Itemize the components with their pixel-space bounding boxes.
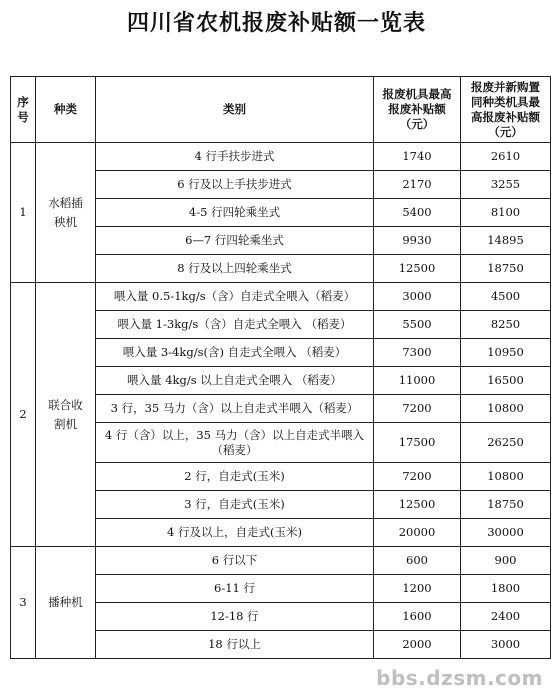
header-index: 序号 — [11, 77, 36, 143]
category-cell: 2 行，自走式(玉米) — [96, 463, 374, 491]
category-cell: 12-18 行 — [96, 603, 374, 631]
scrap-and-buy-subsidy-cell: 3255 — [461, 171, 551, 199]
scrap-subsidy-cell: 12500 — [374, 255, 461, 283]
category-cell: 3 行，35 马力（含）以上自走式半喂入（稻麦） — [96, 395, 374, 423]
scrap-subsidy-cell: 17500 — [374, 423, 461, 463]
scrap-and-buy-subsidy-cell: 4500 — [461, 283, 551, 311]
scrap-subsidy-cell: 5400 — [374, 199, 461, 227]
scrap-and-buy-subsidy-cell: 1800 — [461, 575, 551, 603]
scrap-subsidy-cell: 1740 — [374, 143, 461, 171]
category-cell: 6 行以下 — [96, 547, 374, 575]
scrap-subsidy-cell: 11000 — [374, 367, 461, 395]
category-cell: 4 行手扶步进式 — [96, 143, 374, 171]
scrap-subsidy-cell: 7200 — [374, 395, 461, 423]
scrap-subsidy-cell: 600 — [374, 547, 461, 575]
category-cell: 4 行（含）以上，35 马力（含）以上自走式半喂入（稻麦） — [96, 423, 374, 463]
scrap-and-buy-subsidy-cell: 3000 — [461, 631, 551, 659]
scrap-and-buy-subsidy-cell: 2400 — [461, 603, 551, 631]
table-row — [11, 283, 551, 311]
scrap-and-buy-subsidy-cell: 8250 — [461, 311, 551, 339]
group-index: 1 — [11, 143, 36, 283]
category-cell: 6—7 行四轮乘坐式 — [96, 227, 374, 255]
scrap-subsidy-cell: 1600 — [374, 603, 461, 631]
scrap-subsidy-cell: 7300 — [374, 339, 461, 367]
category-cell: 喂入量 4kg/s 以上自走式全喂入 （稻麦） — [96, 367, 374, 395]
header-kind: 种类 — [36, 77, 96, 143]
table-header-row — [11, 77, 551, 143]
category-cell: 4-5 行四轮乘坐式 — [96, 199, 374, 227]
category-cell: 3 行，自走式(玉米) — [96, 491, 374, 519]
group-kind: 联合收割机 — [36, 283, 96, 547]
header-category: 类别 — [96, 77, 374, 143]
scrap-and-buy-subsidy-cell: 8100 — [461, 199, 551, 227]
watermark: bbs.dzsm.com — [376, 666, 543, 690]
table-row — [11, 547, 551, 575]
scrap-and-buy-subsidy-cell: 30000 — [461, 519, 551, 547]
category-cell: 4 行及以上，自走式(玉米) — [96, 519, 374, 547]
scrap-subsidy-cell: 12500 — [374, 491, 461, 519]
scrap-subsidy-cell: 9930 — [374, 227, 461, 255]
scrap-and-buy-subsidy-cell: 900 — [461, 547, 551, 575]
scrap-subsidy-cell: 2000 — [374, 631, 461, 659]
scrap-and-buy-subsidy-cell: 14895 — [461, 227, 551, 255]
scrap-subsidy-cell: 20000 — [374, 519, 461, 547]
scrap-and-buy-subsidy-cell: 16500 — [461, 367, 551, 395]
scrap-subsidy-cell: 1200 — [374, 575, 461, 603]
category-cell: 6-11 行 — [96, 575, 374, 603]
category-cell: 喂入量 0.5-1kg/s（含）自走式全喂入（稻麦） — [96, 283, 374, 311]
category-cell: 18 行以上 — [96, 631, 374, 659]
scrap-and-buy-subsidy-cell: 2610 — [461, 143, 551, 171]
group-index: 2 — [11, 283, 36, 547]
category-cell: 喂入量 3-4kg/s(含) 自走式全喂入 （稻麦） — [96, 339, 374, 367]
group-index: 3 — [11, 547, 36, 659]
header-scrap-and-buy-subsidy: 报废并新购置同种类机具最高报废补贴额（元） — [461, 77, 551, 143]
scrap-and-buy-subsidy-cell: 26250 — [461, 423, 551, 463]
table-row — [11, 143, 551, 171]
scrap-subsidy-cell: 7200 — [374, 463, 461, 491]
page-title: 四川省农机报废补贴额一览表 — [126, 10, 426, 36]
category-cell: 8 行及以上四轮乘坐式 — [96, 255, 374, 283]
scrap-and-buy-subsidy-cell: 18750 — [461, 491, 551, 519]
scrap-and-buy-subsidy-cell: 10800 — [461, 395, 551, 423]
scrap-subsidy-cell: 5500 — [374, 311, 461, 339]
scrap-subsidy-cell: 2170 — [374, 171, 461, 199]
scrap-and-buy-subsidy-cell: 10950 — [461, 339, 551, 367]
group-kind: 播种机 — [36, 547, 96, 659]
category-cell: 喂入量 1-3kg/s（含）自走式全喂入 （稻麦） — [96, 311, 374, 339]
header-scrap-subsidy: 报废机具最高报废补贴额（元） — [374, 77, 461, 143]
category-cell: 6 行及以上手扶步进式 — [96, 171, 374, 199]
subsidy-table — [10, 76, 551, 659]
scrap-and-buy-subsidy-cell: 10800 — [461, 463, 551, 491]
group-kind: 水稻插秧机 — [36, 143, 96, 283]
scrap-subsidy-cell: 3000 — [374, 283, 461, 311]
scrap-and-buy-subsidy-cell: 18750 — [461, 255, 551, 283]
